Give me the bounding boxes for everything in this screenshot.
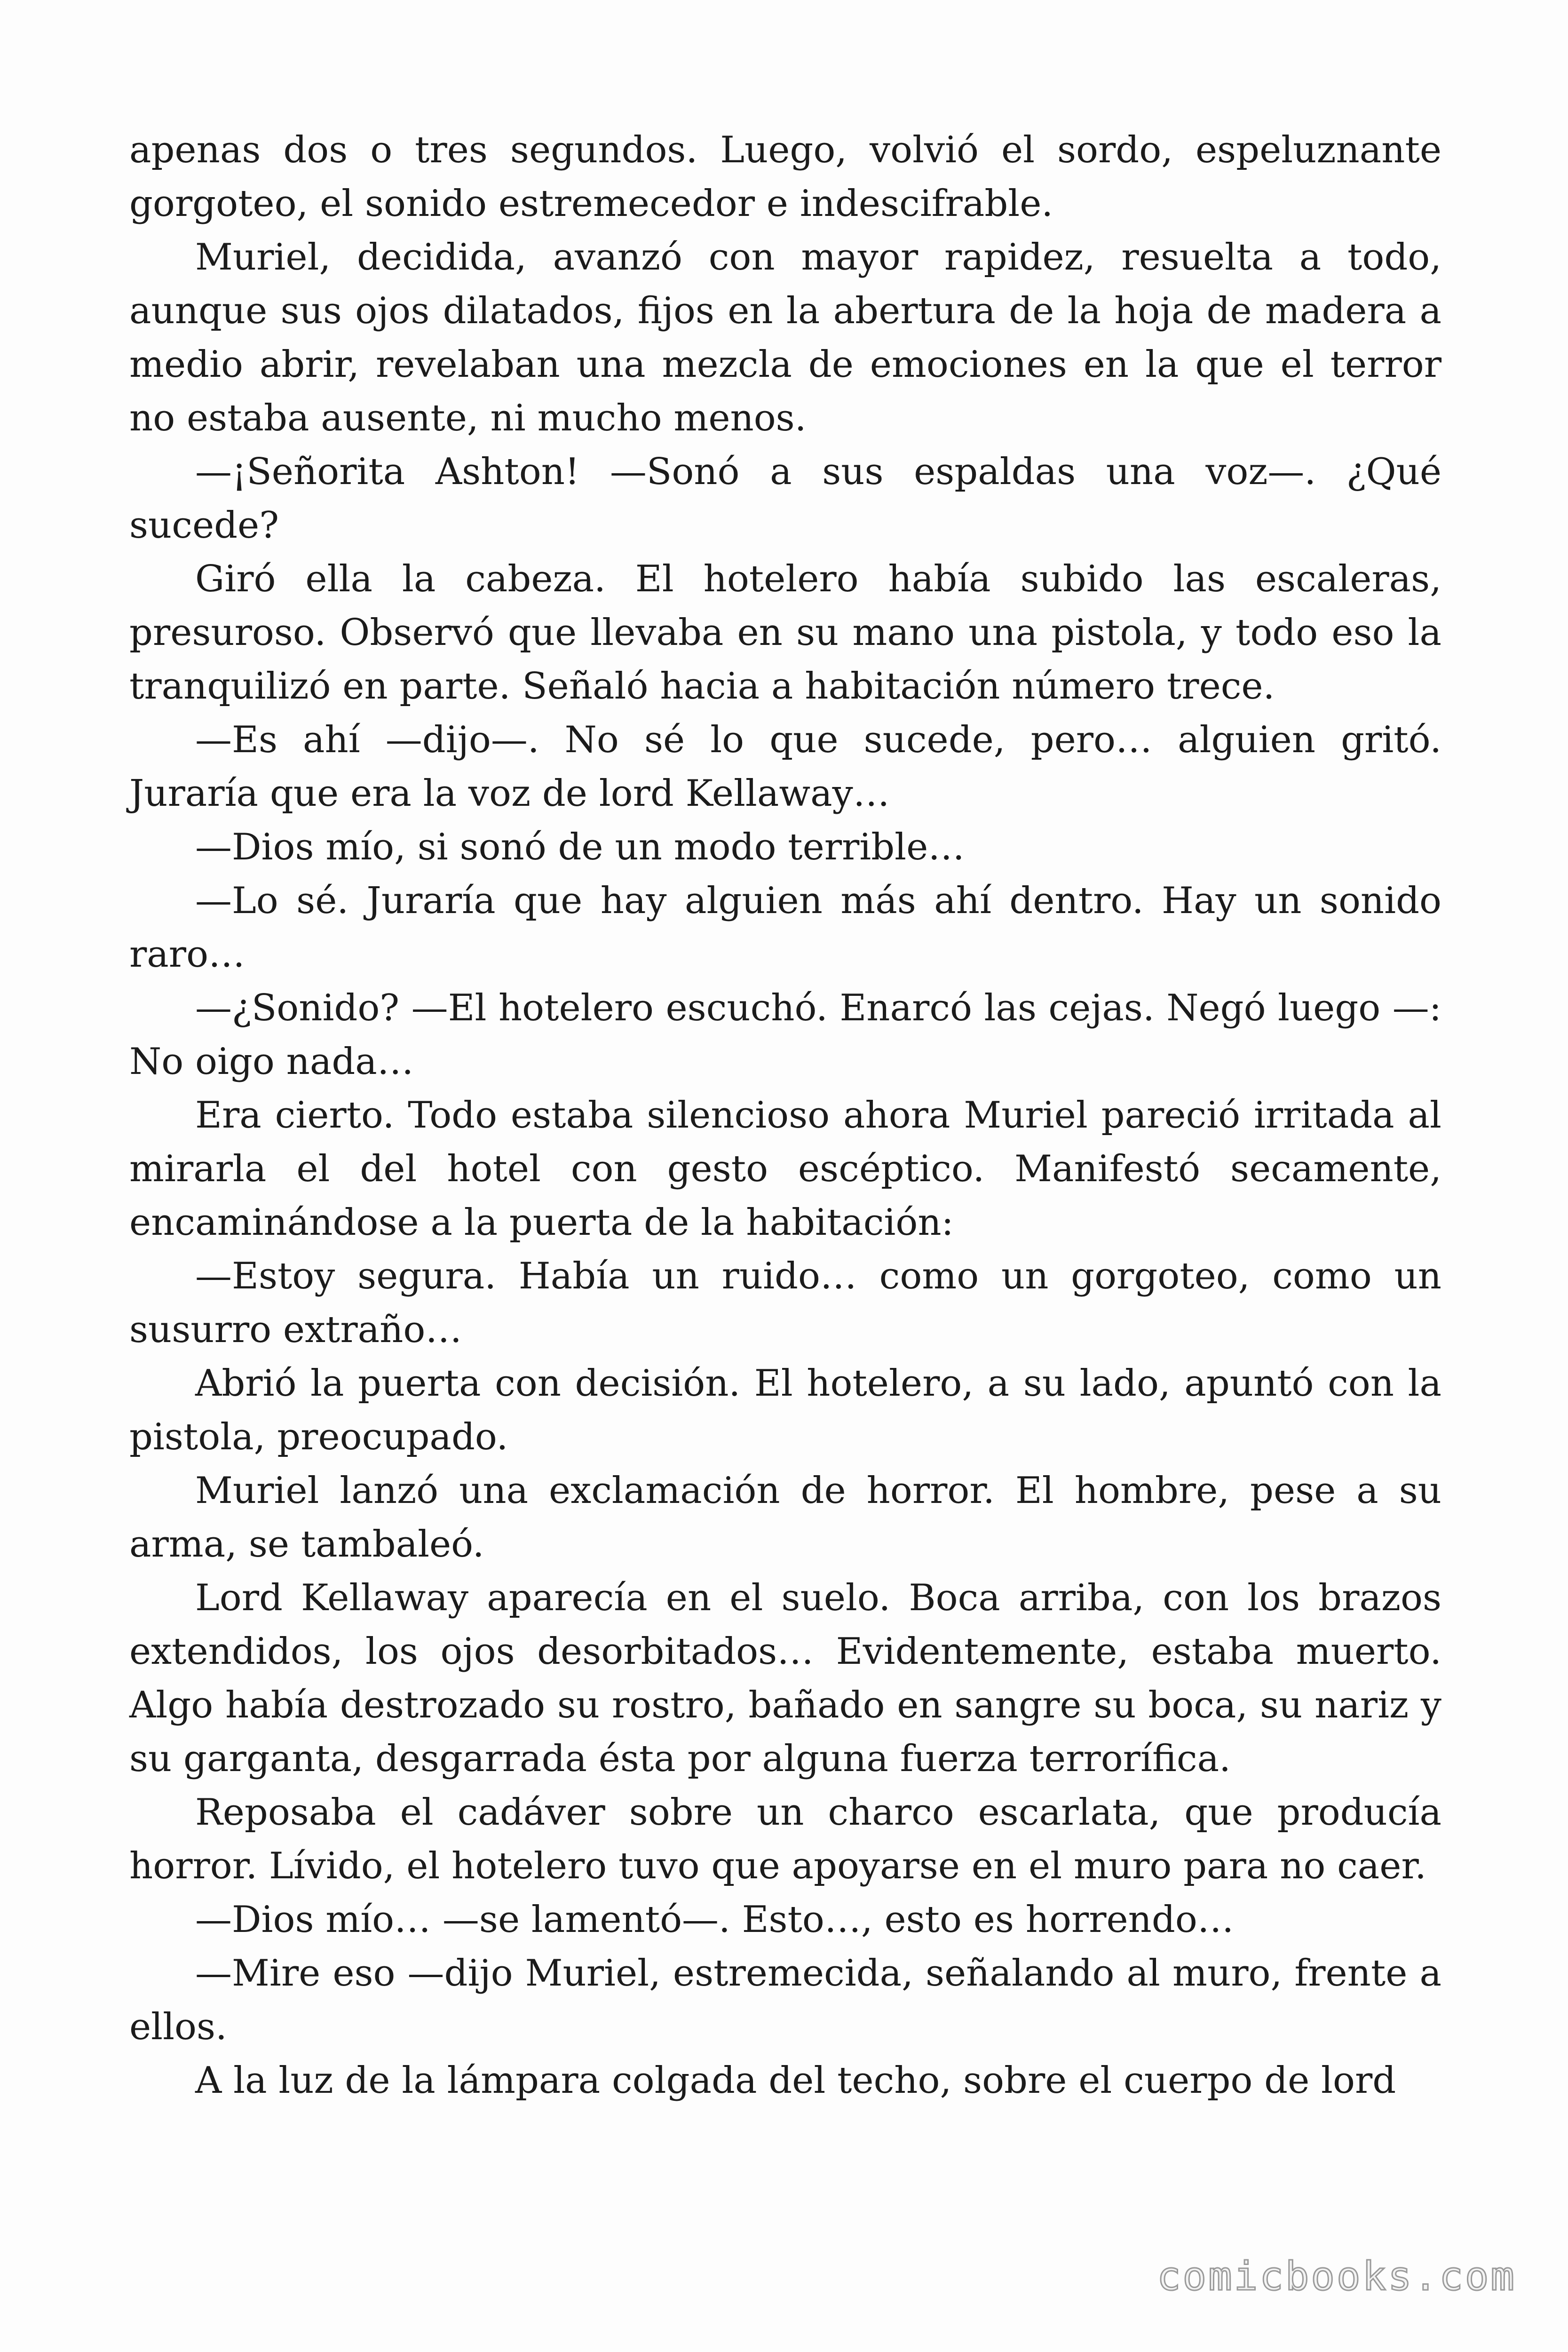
paragraph: —Dios mío… —se lamentó—. Esto…, esto es horrendo…	[195, 1899, 1234, 1941]
paragraph: —Dios mío, si sonó de un modo terrible…	[195, 826, 965, 868]
paragraph: Muriel lanzó una exclamación de horror. El hombre, pese a su arma, se tambaleó.	[129, 1470, 1441, 1565]
paragraph: Reposaba el cadáver sobre un charco escarlata, que producía horror. Lívido, el hotelero tuvo que apoyarse en el muro para no caer.	[129, 1791, 1441, 1887]
paragraph: —Es ahí —dijo—. No sé lo que sucede, pero… alguien gritó. Juraría que era la voz de lord Kellaway…	[129, 719, 1441, 815]
paragraph: apenas dos o tres segundos. Luego, volvió el sordo, espeluznante gorgoteo, el sonido estremecedor e indescifrable.	[129, 129, 1441, 225]
paragraph: Muriel, decidida, avanzó con mayor rapidez, resuelta a todo, aunque sus ojos dilatados, fijos en la abertura de la hoja de madera a medio abrir, revelaban una mezcla de emociones en la que el terror no estaba ausente, ni mucho menos.	[129, 236, 1441, 439]
paragraph: —¿Sonido? —El hotelero escuchó. Enarcó las cejas. Negó luego —: No oigo nada…	[129, 987, 1441, 1083]
paragraph: —¡Señorita Ashton! —Sonó a sus espaldas una voz—. ¿Qué sucede?	[129, 451, 1441, 547]
page-body-text	[129, 123, 1441, 2107]
paragraph: —Mire eso —dijo Muriel, estremecida, señalando al muro, frente a ellos.	[129, 1952, 1441, 2048]
paragraph: Giró ella la cabeza. El hotelero había subido las escaleras, presuroso. Observó que llevaba en su mano una pistola, y todo eso la tranquilizó en parte. Señaló hacia a habitación número trece.	[129, 558, 1441, 707]
paragraph: —Lo sé. Juraría que hay alguien más ahí dentro. Hay un sonido raro…	[129, 880, 1441, 976]
paragraph: A la luz de la lámpara colgada del techo, sobre el cuerpo de lord	[195, 2059, 1396, 2102]
paragraph: Lord Kellaway aparecía en el suelo. Boca arriba, con los brazos extendidos, los ojos desorbitados… Evidentemente, estaba muerto. Algo había destrozado su rostro, bañado en sangre su boca, su nariz y su garganta, desgarrada ésta por alguna fuerza terrorífica.	[129, 1577, 1441, 1780]
paragraph: Era cierto. Todo estaba silencioso ahora Muriel pareció irritada al mirarla el del hotel con gesto escéptico. Manifestó secamente, encaminándose a la puerta de la habitación:	[129, 1094, 1441, 1244]
watermark: comicbooks.com	[1156, 2253, 1516, 2299]
paragraph: —Estoy segura. Había un ruido… como un gorgoteo, como un susurro extraño…	[129, 1255, 1441, 1351]
paragraph: Abrió la puerta con decisión. El hotelero, a su lado, apuntó con la pistola, preocupado.	[129, 1362, 1441, 1458]
